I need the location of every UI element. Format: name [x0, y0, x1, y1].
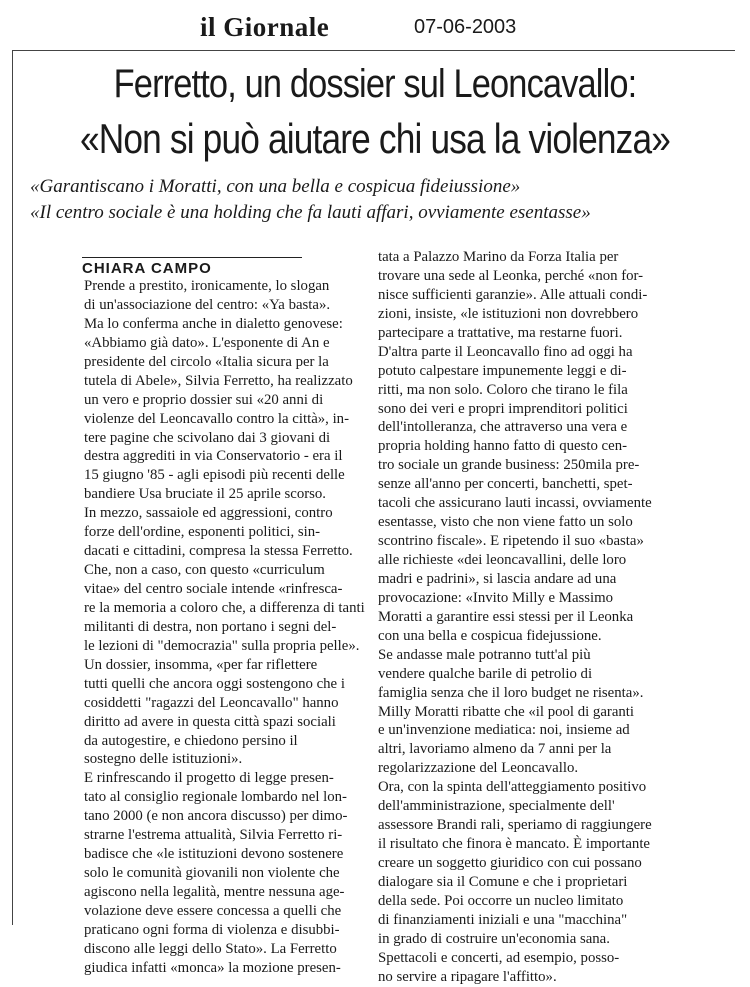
text-line: E rinfrescando il progetto di legge presen- [84, 770, 334, 787]
text-line: sono dei veri e propri imprenditori politici [378, 400, 628, 417]
text-line: cosiddetti "ragazzi del Leoncavallo" hanno [84, 694, 339, 711]
text-line: re la memoria a coloro che, a differenza di tanti [84, 599, 365, 616]
text-line: tata a Palazzo Marino da Forza Italia per [378, 249, 619, 265]
article-column-2 [378, 248, 698, 987]
text-line: tutti quelli che ancora oggi sostengono che i [84, 675, 345, 692]
text-line: tere pagine che scivolano dai 3 giovani di [84, 429, 331, 446]
subhead-1: «Garantiscano i Moratti, con una bella e cospicua fideiussione» [30, 176, 521, 197]
text-line: altri, lavoriamo almeno da 7 anni per la [378, 741, 612, 758]
text-line: badisce che «le istituzioni devono sostenere [84, 846, 344, 863]
text-line: potuto calpestare impunemente leggi e di- [378, 362, 627, 379]
text-line: Moratti a garantire essi stessi per il Leonka [378, 608, 634, 625]
text-line: regolarizzazione del Leoncavallo. [378, 760, 579, 777]
text-line: madri e padrini», si lascia andare ad una [378, 570, 617, 587]
text-line: Spettacoli e concerti, ad esempio, posso- [378, 949, 620, 966]
text-line: il risultato che finora è mancato. È importante [378, 836, 651, 853]
text-line: militanti di destra, non portano i segni del- [84, 618, 337, 635]
text-line: trovare una sede al Leonka, perché «non for- [378, 267, 644, 284]
text-line: scontrino fiscale». E ripetendo il suo «basta» [378, 533, 644, 550]
text-line: senze all'anno per concerti, banchetti, spet- [378, 476, 633, 493]
text-line: violenze del Leoncavallo contro la città», in- [84, 410, 350, 427]
text-line: Ma lo conferma anche in dialetto genovese: [84, 315, 343, 332]
text-line: no servire a ripagare l'affitto». [378, 968, 557, 985]
text-line: ritti, ma non solo. Coloro che tirano le fila [378, 381, 628, 398]
text-line: esentasse, visto che non viene fatto un solo [378, 514, 633, 531]
text-line: in grado di costruire un'economia sana. [378, 930, 610, 947]
text-line: tro sociale un grande business: 250mila pre- [378, 457, 640, 474]
text-line: tano 2000 (e non ancora discusso) per dimo- [84, 808, 348, 825]
text-line: praticano ogni forma di violenza e disubbi- [84, 921, 340, 938]
text-line: Milly Moratti ribatte che «il pool di garanti [378, 703, 635, 720]
text-line: un vero e proprio dossier sui «20 anni di [84, 391, 324, 408]
text-line: diritto ad avere in questa città spazi sociali [84, 713, 336, 730]
text-line: partecipare a trattative, ma restarne fuori. [378, 324, 623, 341]
text-line: Prende a prestito, ironicamente, lo slogan [84, 278, 330, 294]
article-column-1 [84, 277, 384, 978]
text-line: Se andasse male potranno tutt'al più [378, 646, 591, 663]
text-line: dacati e cittadini, compresa la stessa Ferretto. [84, 543, 353, 560]
text-line: le lezioni di "democrazia" sulla propria pelle». [84, 637, 360, 654]
text-line: destra aggrediti in via Conservatorio - era il [84, 448, 343, 465]
masthead [200, 8, 620, 48]
text-line: Un dossier, insomma, «per far riflettere [84, 656, 318, 673]
text-line: Che, non a caso, con questo «curriculum [84, 562, 325, 579]
text-line: tato al consiglio regionale lombardo nel lon- [84, 789, 347, 806]
text-line: di finanziamenti iniziali e una "macchina" [378, 911, 628, 928]
publication-date: 07-06-2003 [414, 16, 517, 38]
text-line: provocazione: «Invito Milly e Massimo [378, 589, 614, 606]
text-line: niscе sufficienti garanzie». Alle attuali condi- [378, 286, 648, 303]
text-line: agiscono nella legalità, mentre nessuna age- [84, 884, 345, 900]
text-line: di un'associazione del centro: «Ya basta». [84, 296, 331, 313]
text-line: In mezzo, sassaiole ed aggressioni, contro [84, 505, 333, 522]
text-line: dialogare sia il Comune e che i proprietari [378, 873, 628, 890]
newspaper-name: il Giornale [200, 12, 330, 42]
headline-line-1: Ferretto, un dossier sul Leoncavallo: [113, 62, 637, 106]
text-line: giudica infatti «monca» la mozione presen- [84, 959, 341, 976]
text-line: forze dell'ordine, esponenti politici, sin- [84, 524, 321, 541]
text-line: alle richieste «dei leoncavallini, delle loro [378, 552, 627, 568]
text-line: tutela di Abele», Silvia Ferretto, ha realizzato [84, 372, 353, 389]
text-line: assessore Brandi rali, speriamo di raggiungere [378, 817, 652, 834]
author-byline: CHIARA CAMPO [82, 257, 302, 278]
text-line: «Abbiamo già dato». L'esponente di An e [84, 334, 330, 351]
text-line: volazione deve essere concessa a quelli che [84, 902, 342, 919]
text-line: vendere qualche barile di petrolio di [378, 665, 593, 682]
text-line: tacoli che assicurano lauti incassi, ovviamente [378, 495, 652, 512]
text-line: famiglia senza che il loro budget ne risenta». [378, 684, 644, 701]
text-line: Ora, con la spinta dell'atteggiamento positivo [378, 779, 647, 796]
text-line: della sede. Poi occorre un nucleo limitato [378, 892, 624, 909]
text-line: vitae» del centro sociale intende «rinfresca- [84, 581, 343, 597]
text-line: dell'intolleranza, che attraverso una vera e [378, 419, 628, 436]
text-line: creare un soggetto giuridico con cui possano [378, 855, 642, 871]
text-line: discono alle leggi dello Stato». La Ferretto [84, 940, 337, 957]
text-line: zioni, insiste, «le istituzioni non dovrebbero [378, 305, 639, 322]
text-line: solo le comunità giovanili non violente che [84, 865, 340, 882]
text-line: 15 giugno '85 - agli episodi più recenti delle [84, 467, 345, 484]
text-line: da autogestire, e chiedono persino il [84, 732, 298, 749]
text-line: dell'amministrazione, specialmente dell' [378, 798, 615, 815]
text-line: presidente del circolo «Italia sicura per la [84, 353, 329, 370]
text-line: con una bella e cospicua fidejussione. [378, 627, 602, 644]
headline-line-2: «Non si può aiutare chi usa la violenza» [79, 115, 671, 162]
text-line: bandiere Usa bruciate il 25 aprile scorso. [84, 486, 327, 503]
text-line: strarne l'estrema attualità, Silvia Ferretto ri- [84, 827, 343, 844]
subhead-2: «Il centro sociale è una holding che fa lauti affari, ovviamente esentasse» [30, 202, 591, 223]
text-line: propria holding hanno fatto di questo cen- [378, 438, 628, 455]
text-line: e un'invenzione mediatica: noi, insieme ad [378, 722, 630, 739]
text-line: D'altra parte il Leoncavallo fino ad oggi ha [378, 343, 633, 360]
text-line: sostegno delle istituzioni». [84, 751, 243, 768]
